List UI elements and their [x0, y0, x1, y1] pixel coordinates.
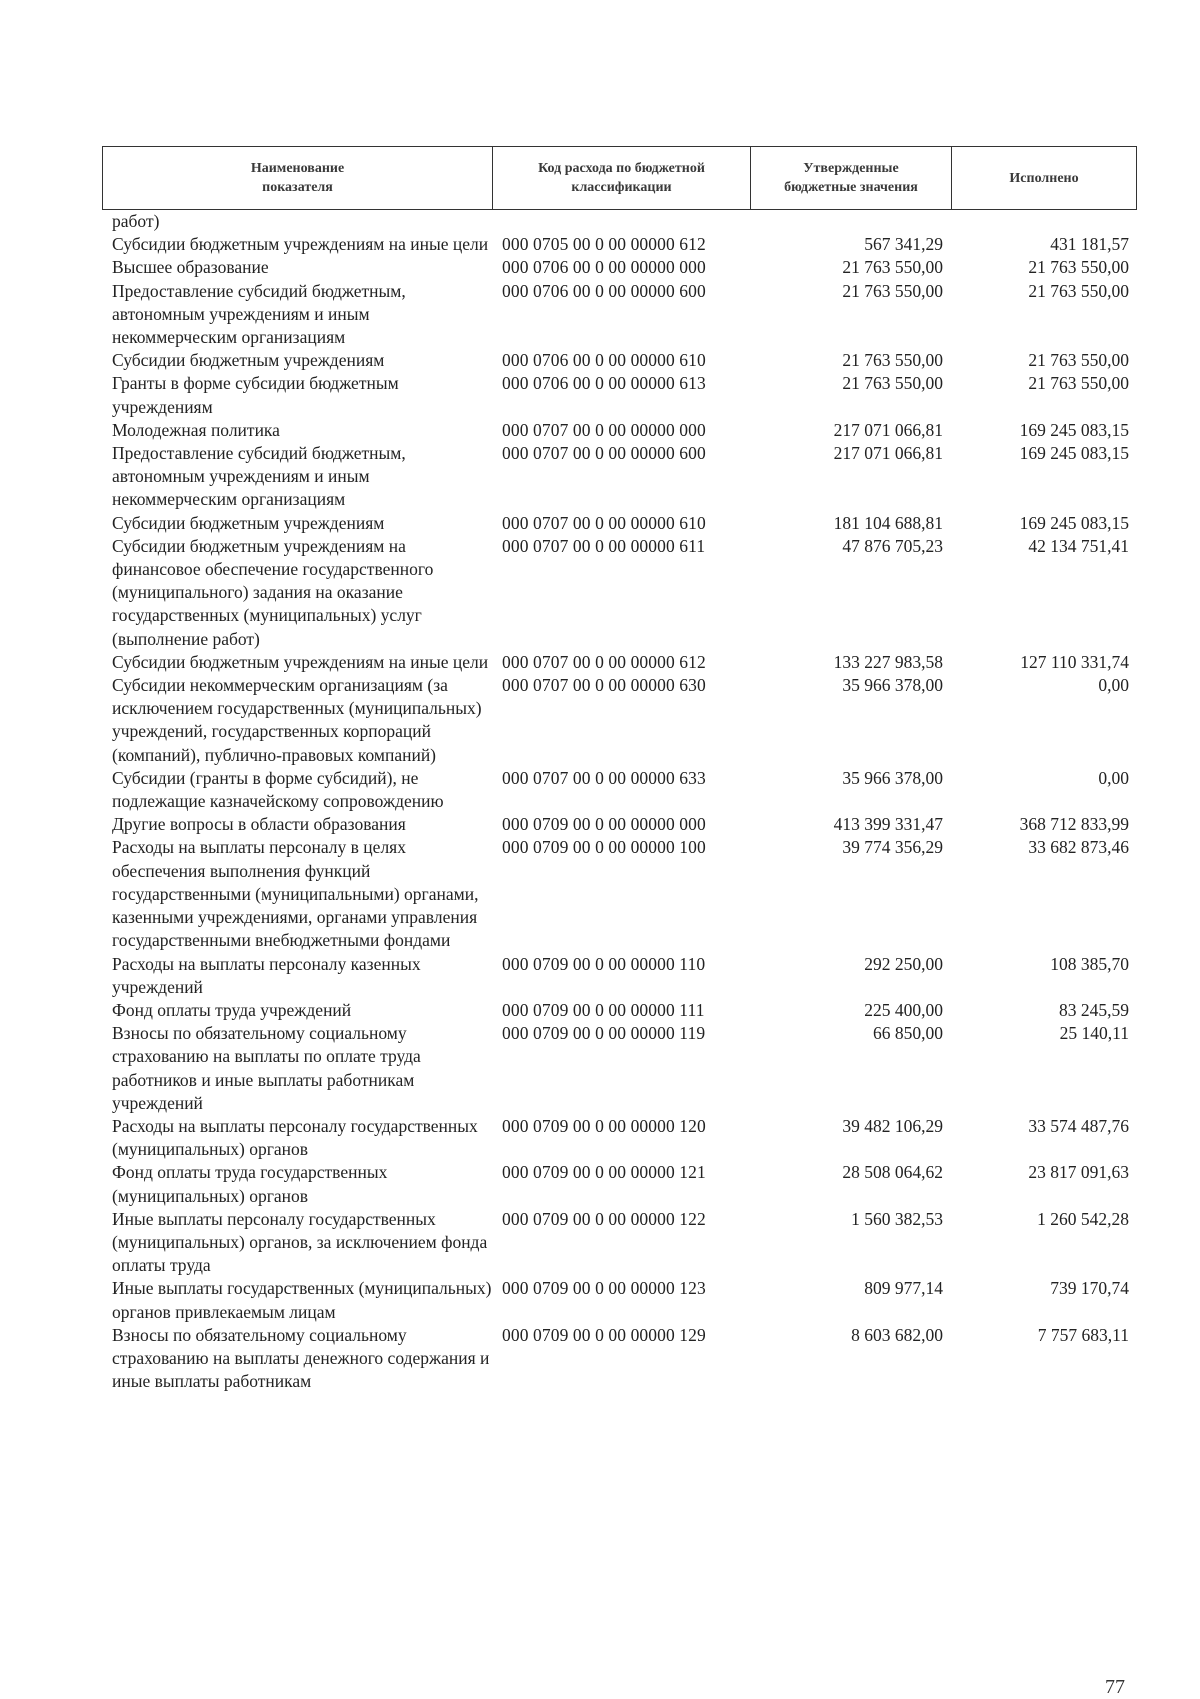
row-code: 000 0707 00 0 00 00000 612 — [502, 651, 706, 672]
row-executed-value: 83 245,59 — [1059, 999, 1129, 1020]
table-row — [102, 372, 1137, 418]
row-executed-value: 431 181,57 — [1050, 234, 1129, 255]
row-name: Фонд оплаты труда государственных (муниципальных) органов — [112, 1162, 388, 1206]
table-row — [102, 1161, 1137, 1207]
row-name: Расходы на выплаты персоналу государственных (муниципальных) органов — [112, 1115, 478, 1160]
row-name: Взносы по обязательному социальному страхованию на выплаты денежного содержания и иные выплаты работникам — [112, 1324, 490, 1392]
row-approved-value: 809 977,14 — [864, 1278, 943, 1299]
row-code: 000 0709 00 0 00 00000 110 — [502, 953, 706, 974]
table-row — [102, 1115, 1137, 1161]
table-row — [102, 210, 1137, 233]
row-code: 000 0706 00 0 00 00000 610 — [502, 350, 706, 371]
row-code: 000 0709 00 0 00 00000 111 — [502, 999, 705, 1020]
row-name: Субсидии (гранты в форме субсидий), не подлежащие казначейскому сопровождению — [112, 767, 444, 812]
row-name: Иные выплаты государственных (муниципальных) органов привлекаемым лицам — [112, 1278, 492, 1322]
row-approved-value: 133 227 983,58 — [833, 651, 943, 672]
row-approved-value — [756, 210, 957, 233]
table-row — [102, 233, 1137, 256]
row-code: 000 0709 00 0 00 00000 121 — [502, 1162, 706, 1183]
row-executed-value: 33 574 487,76 — [1028, 1115, 1129, 1136]
row-executed-value: 21 763 550,00 — [1028, 373, 1129, 394]
row-executed-value: 21 763 550,00 — [1028, 257, 1129, 278]
header-approved-column: Утвержденные бюджетные значения — [751, 147, 952, 209]
table-row — [102, 1277, 1137, 1323]
table-row — [102, 674, 1137, 767]
row-name: работ) — [112, 211, 160, 231]
table-row — [102, 280, 1137, 350]
row-name: Гранты в форме субсидии бюджетным учреждениям — [112, 373, 399, 417]
row-executed-value: 33 682 873,46 — [1028, 837, 1129, 858]
row-name: Фонд оплаты труда учреждений — [112, 999, 352, 1020]
row-code: 000 0709 00 0 00 00000 123 — [502, 1278, 706, 1299]
table-row — [102, 1208, 1137, 1278]
row-code: 000 0707 00 0 00 00000 630 — [502, 675, 706, 696]
row-code: 000 0706 00 0 00 00000 613 — [502, 373, 706, 394]
row-executed-value: 21 763 550,00 — [1028, 350, 1129, 371]
row-name: Субсидии бюджетным учреждениям — [112, 350, 385, 371]
row-executed-value: 108 385,70 — [1050, 953, 1129, 974]
row-approved-value: 1 560 382,53 — [851, 1208, 943, 1229]
row-code: 000 0706 00 0 00 00000 000 — [502, 257, 706, 278]
row-code: 000 0707 00 0 00 00000 610 — [502, 512, 706, 533]
row-approved-value: 8 603 682,00 — [851, 1324, 943, 1345]
row-executed-value: 368 712 833,99 — [1019, 814, 1129, 835]
row-approved-value: 39 482 106,29 — [842, 1115, 943, 1136]
row-executed-value — [957, 210, 1137, 233]
row-executed-value: 127 110 331,74 — [1020, 651, 1129, 672]
row-code — [498, 210, 756, 233]
table-body — [102, 210, 1137, 1393]
row-code: 000 0709 00 0 00 00000 120 — [502, 1115, 706, 1136]
row-approved-value: 292 250,00 — [864, 953, 943, 974]
table-row — [102, 1324, 1137, 1394]
row-approved-value: 66 850,00 — [873, 1023, 943, 1044]
row-code: 000 0709 00 0 00 00000 129 — [502, 1324, 706, 1345]
table-row — [102, 836, 1137, 952]
row-approved-value: 21 763 550,00 — [842, 373, 943, 394]
table-row — [102, 349, 1137, 372]
row-approved-value: 181 104 688,81 — [833, 512, 943, 533]
row-code: 000 0707 00 0 00 00000 633 — [502, 767, 706, 788]
row-name: Иные выплаты персоналу государственных (муниципальных) органов, за исключением фонда оплаты труда — [112, 1208, 488, 1276]
row-name: Предоставление субсидий бюджетным, автономным учреждениям и иным некоммерческим организациям — [112, 280, 406, 348]
row-approved-value: 567 341,29 — [864, 234, 943, 255]
row-executed-value: 169 245 083,15 — [1019, 512, 1129, 533]
table-row — [102, 1022, 1137, 1115]
row-approved-value: 225 400,00 — [864, 999, 943, 1020]
row-approved-value: 47 876 705,23 — [842, 535, 943, 556]
row-executed-value: 1 260 542,28 — [1037, 1208, 1129, 1229]
row-approved-value: 21 763 550,00 — [842, 257, 943, 278]
row-code: 000 0709 00 0 00 00000 122 — [502, 1208, 706, 1229]
row-approved-value: 217 071 066,81 — [833, 443, 943, 464]
row-name: Субсидии бюджетным учреждениям на финансовое обеспечение государственного (муниципального) задания на оказание государственных (муниципальных) услуг (выполнение работ) — [112, 535, 434, 649]
table-row — [102, 535, 1137, 651]
row-executed-value: 21 763 550,00 — [1028, 280, 1129, 301]
row-approved-value: 21 763 550,00 — [842, 350, 943, 371]
row-name: Предоставление субсидий бюджетным, автономным учреждениям и иным некоммерческим организациям — [112, 443, 406, 510]
table-row — [102, 813, 1137, 836]
row-name: Субсидии бюджетным учреждениям на иные цели — [112, 651, 489, 672]
row-code: 000 0709 00 0 00 00000 119 — [502, 1023, 706, 1044]
table-row — [102, 953, 1137, 999]
row-executed-value: 23 817 091,63 — [1028, 1162, 1129, 1183]
table-row — [102, 999, 1137, 1022]
table-header — [102, 146, 1137, 210]
row-approved-value: 28 508 064,62 — [842, 1162, 943, 1183]
row-executed-value: 169 245 083,15 — [1019, 419, 1129, 440]
table-row — [102, 651, 1137, 674]
row-code: 000 0707 00 0 00 00000 600 — [502, 443, 706, 464]
row-approved-value: 39 774 356,29 — [842, 837, 943, 858]
row-name: Взносы по обязательному социальному страхованию на выплаты по оплате труда работников и иные выплаты работникам учреждений — [112, 1023, 421, 1113]
row-code: 000 0709 00 0 00 00000 100 — [502, 837, 706, 858]
row-code: 000 0707 00 0 00 00000 611 — [502, 535, 706, 556]
row-executed-value: 25 140,11 — [1059, 1023, 1129, 1044]
row-name: Субсидии бюджетным учреждениям — [112, 512, 385, 533]
row-code: 000 0705 00 0 00 00000 612 — [502, 234, 706, 255]
row-name: Расходы на выплаты персоналу казенных учреждений — [112, 953, 421, 997]
row-name: Другие вопросы в области образования — [112, 814, 406, 835]
row-executed-value: 42 134 751,41 — [1028, 535, 1129, 556]
header-executed-column: Исполнено — [1009, 170, 1079, 186]
header-code-column: Код расхода по бюджетной классификации — [493, 147, 751, 209]
row-name: Молодежная политика — [112, 419, 280, 440]
header-name-column: Наименование показателя — [103, 147, 493, 209]
row-executed-value: 0,00 — [1098, 767, 1129, 788]
table-row — [102, 767, 1137, 813]
row-executed-value: 739 170,74 — [1050, 1278, 1129, 1299]
row-code: 000 0709 00 0 00 00000 000 — [502, 814, 706, 835]
page-number: 77 — [1105, 1676, 1125, 1698]
table-row — [102, 442, 1137, 512]
table-row — [102, 419, 1137, 442]
row-executed-value: 0,00 — [1098, 675, 1129, 696]
row-code: 000 0707 00 0 00 00000 000 — [502, 419, 706, 440]
row-executed-value: 169 245 083,15 — [1019, 443, 1129, 464]
row-approved-value: 35 966 378,00 — [842, 767, 943, 788]
row-name: Высшее образование — [112, 257, 269, 278]
row-name: Субсидии некоммерческим организациям (за исключением государственных (муниципальных) учреждений, государственных корпораций (компаний), публично-правовых компаний) — [112, 675, 482, 765]
row-approved-value: 413 399 331,47 — [833, 814, 943, 835]
row-approved-value: 35 966 378,00 — [842, 675, 943, 696]
row-approved-value: 217 071 066,81 — [833, 419, 943, 440]
row-name: Субсидии бюджетным учреждениям на иные цели — [112, 234, 489, 255]
row-name: Расходы на выплаты персоналу в целях обеспечения выполнения функций государственными (муниципальными) органами, казенными учреждениями, органами управления государственными внебюджетными фондами — [112, 837, 479, 951]
row-executed-value: 7 757 683,11 — [1037, 1324, 1129, 1345]
row-code: 000 0706 00 0 00 00000 600 — [502, 280, 706, 301]
table-row — [102, 256, 1137, 279]
row-approved-value: 21 763 550,00 — [842, 280, 943, 301]
table-row — [102, 512, 1137, 535]
